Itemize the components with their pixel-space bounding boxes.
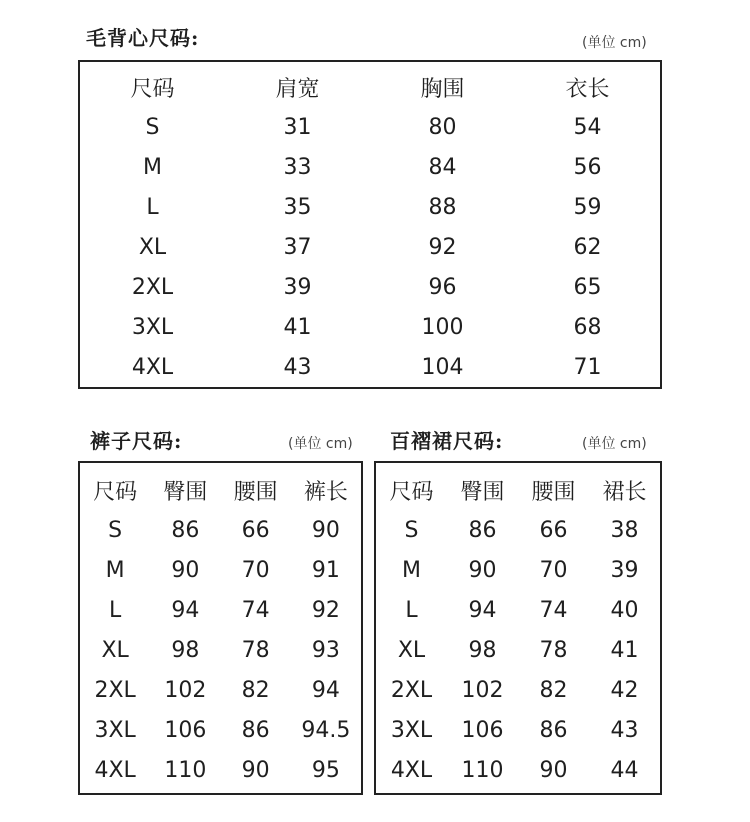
table-cell: 4XL: [94, 757, 136, 783]
table-cell: 3XL: [131, 314, 174, 340]
table-cell: S: [145, 114, 160, 140]
table-cell: 43: [610, 717, 639, 743]
vest-size-table: [78, 60, 662, 389]
table-cell: L: [108, 597, 122, 623]
table-cell: 70: [539, 557, 568, 583]
table-cell: 95: [311, 757, 340, 783]
table-cell: 39: [283, 274, 312, 300]
table-row: [80, 107, 660, 147]
column-header-hip: 臀围: [460, 479, 505, 505]
table-cell: L: [146, 194, 159, 220]
table-cell: 31: [283, 114, 312, 140]
table-row: [80, 750, 361, 790]
pants-unit-note: (单位 cm): [288, 436, 353, 452]
table-cell: S: [108, 517, 123, 543]
table-cell: 88: [428, 194, 457, 220]
table-cell: 106: [461, 717, 504, 743]
table-cell: 93: [311, 637, 340, 663]
table-cell: 90: [311, 517, 340, 543]
table-cell: 4XL: [390, 757, 433, 783]
table-cell: 3XL: [94, 717, 136, 743]
column-header-waist: 腰围: [233, 479, 278, 505]
table-header-row: [80, 470, 361, 510]
table-header-row: [80, 67, 660, 107]
table-cell: 94: [171, 597, 200, 623]
table-row: [80, 630, 361, 670]
table-cell: 74: [241, 597, 270, 623]
table-cell: 80: [428, 114, 457, 140]
table-row: [80, 550, 361, 590]
table-cell: 110: [461, 757, 504, 783]
table-cell: 102: [164, 677, 207, 703]
table-cell: 2XL: [131, 274, 174, 300]
table-cell: 102: [461, 677, 504, 703]
skirt-size-table: [374, 461, 662, 795]
table-cell: 98: [171, 637, 200, 663]
table-row: [376, 630, 660, 670]
table-cell: 35: [283, 194, 312, 220]
table-cell: 86: [241, 717, 270, 743]
table-row: [80, 590, 361, 630]
table-cell: 37: [283, 234, 312, 260]
table-cell: 86: [171, 517, 200, 543]
table-row: [80, 267, 660, 307]
table-cell: 90: [171, 557, 200, 583]
table-cell: 94: [311, 677, 340, 703]
table-cell: 100: [421, 314, 464, 340]
table-cell: 54: [573, 114, 602, 140]
column-header-size: 尺码: [389, 479, 434, 505]
table-cell: S: [404, 517, 419, 543]
table-cell: 90: [468, 557, 497, 583]
table-row: [376, 710, 660, 750]
table-cell: 91: [311, 557, 340, 583]
table-cell: 70: [241, 557, 270, 583]
table-cell: 86: [468, 517, 497, 543]
table-cell: XL: [397, 637, 426, 663]
column-header-waist: 腰围: [531, 479, 576, 505]
column-header-size: 尺码: [130, 76, 175, 102]
table-cell: 2XL: [94, 677, 136, 703]
table-cell: 41: [610, 637, 639, 663]
table-cell: 3XL: [390, 717, 433, 743]
pants-size-title: 裤子尺码:: [90, 429, 183, 453]
table-cell: 86: [539, 717, 568, 743]
column-header-skirt-length: 裙长: [602, 479, 647, 505]
table-cell: 78: [539, 637, 568, 663]
table-cell: 39: [610, 557, 639, 583]
vest-size-title: 毛背心尺码:: [86, 26, 200, 50]
table-row: [80, 307, 660, 347]
table-row: [80, 187, 660, 227]
table-cell: 78: [241, 637, 270, 663]
column-header-chest: 胸围: [420, 76, 465, 102]
table-cell: L: [405, 597, 418, 623]
table-cell: 2XL: [390, 677, 433, 703]
table-cell: 74: [539, 597, 568, 623]
table-cell: 82: [241, 677, 270, 703]
table-cell: 90: [539, 757, 568, 783]
table-row: [376, 670, 660, 710]
table-cell: 38: [610, 517, 639, 543]
table-cell: 98: [468, 637, 497, 663]
table-cell: 65: [573, 274, 602, 300]
table-cell: 66: [241, 517, 270, 543]
column-header-size: 尺码: [93, 479, 138, 505]
table-cell: 94: [468, 597, 497, 623]
table-row: [376, 590, 660, 630]
table-row: [80, 510, 361, 550]
table-cell: 106: [164, 717, 207, 743]
table-row: [80, 710, 361, 750]
column-header-shoulder: 肩宽: [275, 76, 320, 102]
table-cell: 42: [610, 677, 639, 703]
table-cell: XL: [138, 234, 167, 260]
table-cell: 82: [539, 677, 568, 703]
table-cell: 92: [311, 597, 340, 623]
table-cell: 33: [283, 154, 312, 180]
table-cell: M: [105, 557, 125, 583]
table-row: [376, 750, 660, 790]
table-cell: 96: [428, 274, 457, 300]
table-cell: XL: [101, 637, 129, 663]
table-cell: 90: [241, 757, 270, 783]
table-cell: 59: [573, 194, 602, 220]
table-cell: 84: [428, 154, 457, 180]
table-row: [80, 347, 660, 387]
table-row: [80, 227, 660, 267]
table-cell: M: [402, 557, 421, 583]
table-cell: 40: [610, 597, 639, 623]
pants-size-table: [78, 461, 363, 795]
table-header-row: [376, 470, 660, 510]
column-header-pants-length: 裤长: [303, 479, 348, 505]
table-cell: 56: [573, 154, 602, 180]
table-row: [376, 510, 660, 550]
table-cell: 110: [164, 757, 207, 783]
table-cell: 43: [283, 354, 312, 380]
table-row: [376, 550, 660, 590]
table-cell: 4XL: [131, 354, 174, 380]
table-cell: 44: [610, 757, 639, 783]
table-cell: 104: [421, 354, 464, 380]
column-header-length: 衣长: [565, 76, 610, 102]
skirt-unit-note: (单位 cm): [582, 436, 647, 452]
table-cell: 71: [573, 354, 602, 380]
vest-unit-note: (单位 cm): [582, 35, 647, 51]
table-cell: 62: [573, 234, 602, 260]
table-cell: 66: [539, 517, 568, 543]
table-cell: 68: [573, 314, 602, 340]
table-cell: 92: [428, 234, 457, 260]
table-row: [80, 670, 361, 710]
table-cell: 41: [283, 314, 312, 340]
table-cell: M: [143, 154, 162, 180]
column-header-hip: 臀围: [163, 479, 208, 505]
skirt-size-title: 百褶裙尺码:: [390, 429, 504, 453]
table-cell: 94.5: [301, 717, 351, 743]
table-row: [80, 147, 660, 187]
